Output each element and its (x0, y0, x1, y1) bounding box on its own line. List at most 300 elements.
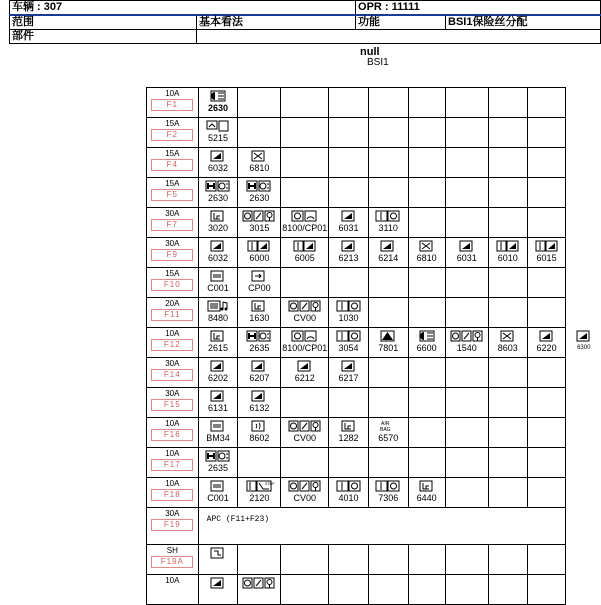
consumer-cell (408, 418, 445, 448)
fuse-row (147, 268, 601, 298)
airbag-icon (369, 420, 408, 432)
consumer-cell (368, 118, 408, 148)
consumer-cell (198, 358, 238, 388)
consumer-cell (198, 298, 238, 328)
consumer-code: 7801 (369, 343, 408, 353)
consumer-cell (445, 418, 488, 448)
fuse-label (147, 575, 199, 605)
consumer-cell (198, 148, 238, 178)
consumer-cell (238, 575, 281, 605)
consumer-cell (445, 545, 488, 575)
consumer-cell (198, 448, 238, 478)
fuse-amperage: 15A (147, 179, 198, 188)
consumer-cell (527, 418, 566, 448)
consumer-code: CV00 (281, 433, 328, 443)
connector-icon (199, 420, 238, 432)
window-icon (369, 240, 408, 252)
fuse-row (147, 575, 601, 605)
fuse-label (147, 328, 199, 358)
opr-label: OPR : 11111 (356, 1, 601, 16)
consumer-cell (488, 148, 527, 178)
headlamp-icon (238, 330, 280, 342)
headlamp-icon (199, 450, 238, 462)
consumer-cell (527, 298, 566, 328)
fuse-label (147, 298, 199, 328)
function-value: BSI1保险丝分配 (446, 15, 601, 30)
fuse-row (147, 298, 601, 328)
fuse-row (147, 448, 601, 478)
consumer-code: 3015 (238, 223, 280, 233)
consumer-cell (408, 358, 445, 388)
consumer-cell (488, 268, 527, 298)
consumer-cell (527, 88, 566, 118)
consumer-code: 6300 (566, 343, 601, 353)
consumer-code: 8100/CP01 (281, 343, 328, 353)
consumer-cell (281, 268, 329, 298)
headlamp-icon (238, 180, 280, 192)
consumer-code: 1540 (446, 343, 488, 353)
multi-icon (281, 420, 328, 432)
fuse-amperage: 10A (147, 329, 198, 338)
consumer-cell (329, 298, 369, 328)
consumer-code: 6220 (528, 343, 566, 353)
consumer-code: 6031 (446, 253, 488, 263)
fuse-id: F14 (151, 369, 193, 381)
consumer-cell (238, 328, 281, 358)
consumer-code: 5215 (199, 133, 238, 143)
consumer-code: 6031 (329, 223, 368, 233)
consumer-cell (368, 478, 408, 508)
door-window-icon (238, 240, 280, 252)
seat-icon (238, 300, 280, 312)
consumer-cell (368, 388, 408, 418)
consumer-code: 6214 (369, 253, 408, 263)
consumer-code: 2120 (238, 493, 280, 503)
consumer-code: 6202 (199, 373, 238, 383)
fuse-amperage: 30A (147, 239, 198, 248)
stop-icon (238, 480, 280, 492)
cross-box-icon (489, 330, 527, 342)
consumer-cell (238, 358, 281, 388)
consumer-cell (198, 545, 238, 575)
fuse-id: F19 (151, 519, 193, 531)
consumer-cell (368, 448, 408, 478)
consumer-cell (445, 358, 488, 388)
consumer-cell (368, 268, 408, 298)
consumer-code: CP00 (238, 283, 280, 293)
consumer-cell (445, 238, 488, 268)
consumer-cell (488, 208, 527, 238)
consumer-cell (281, 358, 329, 388)
fuse-id: F4 (151, 159, 193, 171)
consumer-cell (445, 575, 488, 605)
consumer-cell (488, 328, 527, 358)
window-icon (199, 240, 238, 252)
consumer-code: 6217 (329, 373, 368, 383)
fuse-row (147, 545, 601, 575)
seat-icon (199, 210, 238, 222)
consumer-cell (368, 178, 408, 208)
consumer-cell (198, 118, 238, 148)
consumer-code: 6212 (281, 373, 328, 383)
consumer-cell (368, 545, 408, 575)
fuse-label (147, 148, 199, 178)
consumer-cell (488, 388, 527, 418)
consumer-cell (238, 88, 281, 118)
consumer-code: 8603 (489, 343, 527, 353)
door-icon (329, 300, 368, 312)
radio-icon (199, 300, 238, 312)
shunt-icon (199, 547, 238, 559)
consumer-cell (198, 478, 238, 508)
headlamp-icon (199, 180, 238, 192)
fuse-row (147, 88, 601, 118)
svg-text:BAG: BAG (380, 427, 391, 433)
fuse-row (147, 328, 601, 358)
fuse-amperage: 15A (147, 149, 198, 158)
fuse-id: F9 (151, 249, 193, 261)
consumer-code: 6010 (489, 253, 527, 263)
consumer-cell (445, 448, 488, 478)
consumer-cell (329, 148, 369, 178)
fuse-row (147, 148, 601, 178)
fuse-id: F15 (151, 399, 193, 411)
consumer-cell (408, 575, 445, 605)
consumer-cell (527, 268, 566, 298)
fuse-row (147, 508, 601, 545)
consumer-cell (488, 575, 527, 605)
fuse-id: F18 (151, 489, 193, 501)
consumer-cell (368, 358, 408, 388)
fuse-id: F11 (151, 309, 193, 321)
consumer-cell (488, 88, 527, 118)
fuse-amperage: 10A (147, 89, 198, 98)
fuse-label (147, 388, 199, 418)
consumer-cell (408, 208, 445, 238)
fuse-id: F17 (151, 459, 193, 471)
fuse-label (147, 118, 199, 148)
consumer-code: 2635 (238, 343, 280, 353)
fuse-amperage: 10A (147, 479, 198, 488)
consumer-cell (445, 208, 488, 238)
fog-lamp-icon (409, 330, 445, 342)
fuse-amperage: 10A (147, 576, 198, 585)
fuse-row (147, 478, 601, 508)
fuse-row (147, 178, 601, 208)
speaker-icon (238, 420, 280, 432)
window-icon (528, 330, 566, 342)
consumer-cell (527, 545, 566, 575)
consumer-cell (368, 418, 408, 448)
fuse-id: F19A (151, 556, 193, 568)
window-icon (566, 330, 601, 342)
consumer-cell (238, 268, 281, 298)
connector-icon (199, 270, 238, 282)
consumer-code: C001 (199, 493, 238, 503)
consumer-cell (281, 118, 329, 148)
fuse-row (147, 388, 601, 418)
svg-text:STOP: STOP (265, 482, 275, 486)
consumer-cell (527, 238, 566, 268)
consumer-cell (198, 178, 238, 208)
door-icon (369, 210, 408, 222)
consumer-cell (445, 298, 488, 328)
consumer-code: 6015 (528, 253, 566, 263)
consumer-cell (488, 358, 527, 388)
part-value (197, 30, 601, 44)
consumer-cell (198, 238, 238, 268)
fuse-amperage: 10A (147, 419, 198, 428)
basic-view-label: 基本看法 (197, 15, 356, 30)
consumer-cell (329, 478, 369, 508)
consumer-cell (281, 148, 329, 178)
multi-icon (281, 480, 328, 492)
cross-box-icon (409, 240, 445, 252)
consumer-cell (408, 238, 445, 268)
consumer-cell (445, 88, 488, 118)
consumer-cell (329, 358, 369, 388)
consumer-cell (281, 238, 329, 268)
consumer-cell (527, 178, 566, 208)
consumer-cell (281, 328, 329, 358)
consumer-cell (408, 388, 445, 418)
fuse-amperage: SH (147, 546, 198, 555)
consumer-cell (527, 148, 566, 178)
consumer-code: C001 (199, 283, 238, 293)
fuse-id: F2 (151, 129, 193, 141)
null-text: null (360, 46, 380, 58)
fuse-label (147, 178, 199, 208)
consumer-cell (238, 148, 281, 178)
consumer-cell (329, 88, 369, 118)
consumer-code: 2630 (238, 193, 280, 203)
door-icon (369, 480, 408, 492)
consumer-cell (488, 178, 527, 208)
consumer-cell (368, 148, 408, 178)
consumer-cell (408, 268, 445, 298)
fuse-label (147, 418, 199, 448)
consumer-code: BM34 (199, 433, 238, 443)
svg-text:AIR: AIR (381, 421, 390, 427)
fuse-amperage: 20A (147, 299, 198, 308)
consumer-cell (488, 298, 527, 328)
consumer-cell (527, 448, 566, 478)
consumer-cell (198, 208, 238, 238)
fuse-amperage: 10A (147, 449, 198, 458)
window-icon (199, 360, 238, 372)
consumer-cell (329, 328, 369, 358)
vehicle-label: 车辆 : 307 (10, 1, 356, 16)
consumer-cell (368, 298, 408, 328)
consumer-cell (281, 575, 329, 605)
consumer-cell (238, 208, 281, 238)
header-row-scope (10, 15, 601, 30)
seat-icon (329, 420, 368, 432)
display-switch-icon (199, 120, 238, 132)
consumer-code: 7306 (369, 493, 408, 503)
consumer-code: 6440 (409, 493, 445, 503)
fog-lamp-icon (199, 90, 238, 102)
door-window-icon (281, 240, 328, 252)
consumer-code: 6032 (199, 253, 238, 263)
consumer-cell (281, 478, 329, 508)
multi-icon (238, 577, 280, 589)
consumer-cell (368, 88, 408, 118)
diag-icon (238, 270, 280, 282)
consumer-cell (238, 478, 281, 508)
window-icon (238, 390, 280, 402)
fuse-id: F16 (151, 429, 193, 441)
consumer-cell (368, 328, 408, 358)
consumer-cell (281, 545, 329, 575)
consumer-code: 6005 (281, 253, 328, 263)
consumer-code: 2630 (199, 193, 238, 203)
fuse-amperage: 30A (147, 209, 198, 218)
scope-label: 范围 (10, 15, 197, 30)
consumer-cell (329, 208, 369, 238)
fuse-label (147, 545, 199, 575)
consumer-cell (408, 478, 445, 508)
consumer-code: 2635 (199, 463, 238, 473)
consumer-cell (408, 298, 445, 328)
window-icon (199, 150, 238, 162)
window-icon (281, 360, 328, 372)
fuse-id: F12 (151, 339, 193, 351)
consumer-cell (408, 178, 445, 208)
consumer-cell (281, 88, 329, 118)
fuse-note: APC (F11+F23) (198, 508, 566, 545)
fuse-label (147, 448, 199, 478)
consumer-cell (329, 238, 369, 268)
door-icon (329, 480, 368, 492)
consumer-cell (488, 448, 527, 478)
door-icon (329, 330, 368, 342)
multi-icon (238, 210, 280, 222)
consumer-cell (238, 448, 281, 478)
consumer-cell (329, 575, 369, 605)
fuse-row (147, 358, 601, 388)
consumer-cell (198, 388, 238, 418)
fuse-label (147, 208, 199, 238)
consumer-cell (198, 268, 238, 298)
fuse-amperage: 15A (147, 269, 198, 278)
fuse-row (147, 238, 601, 268)
consumer-code: 1630 (238, 313, 280, 323)
consumer-cell (329, 118, 369, 148)
header-row-part (10, 30, 601, 44)
consumer-code: 6132 (238, 403, 280, 413)
consumer-cell (238, 418, 281, 448)
consumer-code: 3054 (329, 343, 368, 353)
consumer-cell (281, 418, 329, 448)
window-icon (238, 360, 280, 372)
consumer-code: 3110 (369, 223, 408, 233)
consumer-cell (527, 388, 566, 418)
consumer-cell (329, 268, 369, 298)
consumer-code: 6207 (238, 373, 280, 383)
multi-icon (281, 300, 328, 312)
header-table (9, 0, 601, 44)
consumer-code: 2615 (199, 343, 238, 353)
consumer-cell (281, 298, 329, 328)
fuse-label (147, 88, 199, 118)
consumer-cell (408, 545, 445, 575)
consumer-code: 1282 (329, 433, 368, 443)
fuse-id: F1 (151, 99, 193, 111)
fuse-row (147, 418, 601, 448)
consumer-code: 8480 (199, 313, 238, 323)
part-label: 部件 (10, 30, 197, 44)
fuse-amperage: 30A (147, 359, 198, 368)
fuse-amperage: 15A (147, 119, 198, 128)
consumer-cell (488, 478, 527, 508)
consumer-cell (527, 478, 566, 508)
consumer-cell (527, 358, 566, 388)
consumer-code: 8100/CP01 (281, 223, 328, 233)
function-label: 功能 (356, 15, 446, 30)
wiper-icon (281, 330, 328, 342)
consumer-cell (488, 418, 527, 448)
consumer-cell (445, 118, 488, 148)
consumer-code: 6131 (199, 403, 238, 413)
fuse-row (147, 118, 601, 148)
window-icon (199, 577, 238, 589)
fuse-amperage: 30A (147, 389, 198, 398)
window-icon (199, 390, 238, 402)
consumer-cell (329, 388, 369, 418)
consumer-cell (445, 388, 488, 418)
consumer-cell (527, 208, 566, 238)
cross-box-icon (238, 150, 280, 162)
consumer-code: 6570 (369, 433, 408, 443)
consumer-cell (329, 418, 369, 448)
consumer-cell (238, 118, 281, 148)
fuse-label (147, 268, 199, 298)
seat-icon (199, 330, 238, 342)
multi-icon (446, 330, 488, 342)
fuse-label (147, 238, 199, 268)
consumer-code: 6032 (199, 163, 238, 173)
consumer-cell (566, 328, 601, 358)
consumer-cell (198, 328, 238, 358)
connector-icon (199, 480, 238, 492)
fuse-label (147, 358, 199, 388)
consumer-code: 6810 (409, 253, 445, 263)
fuse-id: F7 (151, 219, 193, 231)
fuse-amperage: 30A (147, 509, 198, 518)
consumer-code: 2630 (199, 103, 238, 113)
consumer-code: 3020 (199, 223, 238, 233)
consumer-code: 6600 (409, 343, 445, 353)
consumer-cell (408, 88, 445, 118)
consumer-cell (329, 545, 369, 575)
door-window-icon (489, 240, 527, 252)
consumer-cell (238, 388, 281, 418)
consumer-cell (198, 575, 238, 605)
fuse-label (147, 478, 199, 508)
consumer-code: 6000 (238, 253, 280, 263)
consumer-cell (445, 268, 488, 298)
consumer-cell (329, 448, 369, 478)
consumer-cell (445, 148, 488, 178)
consumer-cell (527, 118, 566, 148)
fuse-id: F10 (151, 279, 193, 291)
seat-icon (409, 480, 445, 492)
consumer-code: CV00 (281, 493, 328, 503)
door-window-icon (528, 240, 566, 252)
consumer-code: 6810 (238, 163, 280, 173)
consumer-cell (445, 328, 488, 358)
